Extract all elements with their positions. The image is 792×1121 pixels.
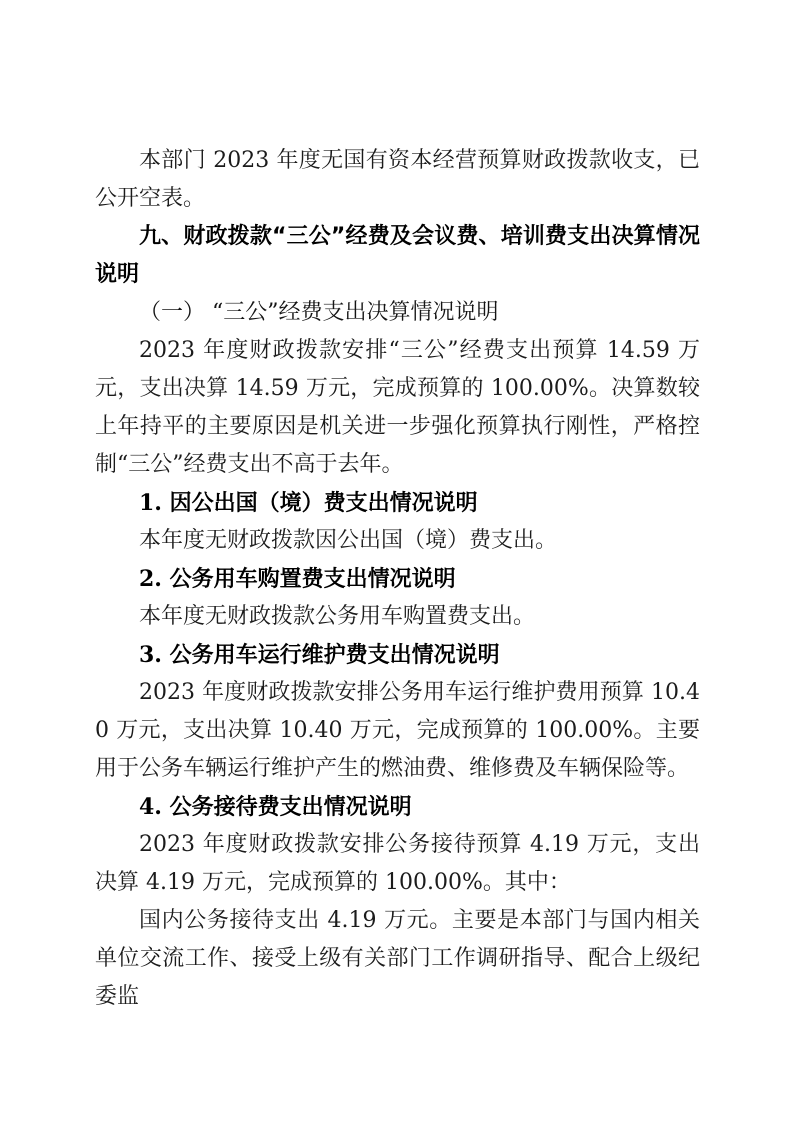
- paragraph-overseas-trips: 本年度无财政拨款因公出国（境）费支出。: [139, 528, 558, 553]
- paragraph-official-reception-summary: 2023 年度财政拨款安排公务接待预算 4.19 万元，支出决算 4.19 万元，完成预算的 100.00%。其中：: [95, 832, 700, 895]
- paragraph-three-public-funds-summary: 2023 年度财政拨款安排“三公”经费支出预算 14.59 万元，支出决算 14.59 万元，完成预算的 100.00%。决算数较上年持平的主要原因是机关进一步强化预算执行刚性，严格控制“三公”经费支出不高于去年。: [95, 338, 700, 477]
- numbered-heading-3-vehicle-maintenance: 3. 公务用车运行维护费支出情况说明: [139, 642, 500, 668]
- numbered-heading-4-official-reception: 4. 公务接待费支出情况说明: [139, 794, 412, 820]
- paragraph-no-state-capital-budget: 本部门 2023 年度无国有资本经营预算财政拨款收支，已公开空表。: [95, 148, 700, 211]
- paragraph-domestic-reception-detail: 国内公务接待支出 4.19 万元。主要是本部门与国内相关单位交流工作、接受上级有关部门工作调研指导、配合上级纪委监: [95, 908, 700, 1009]
- numbered-heading-1-overseas-trips: 1. 因公出国（境）费支出情况说明: [139, 490, 478, 516]
- numbered-heading-2-vehicle-purchase: 2. 公务用车购置费支出情况说明: [139, 566, 456, 592]
- subsection-heading-one: （一） “三公”经费支出决算情况说明: [139, 300, 499, 325]
- paragraph-vehicle-maintenance: 2023 年度财政拨款安排公务用车运行维护费用预算 10.40 万元，支出决算 10.40 万元，完成预算的 100.00%。主要用于公务车辆运行维护产生的燃油费、维修费及车辆保险等。: [95, 680, 700, 781]
- text-block: [95, 142, 700, 1016]
- section-heading-nine: 九、财政拨款“三公”经费及会议费、培训费支出决算情况说明: [95, 224, 700, 287]
- paragraph-vehicle-purchase: 本年度无财政拨款公务用车购置费支出。: [139, 604, 536, 629]
